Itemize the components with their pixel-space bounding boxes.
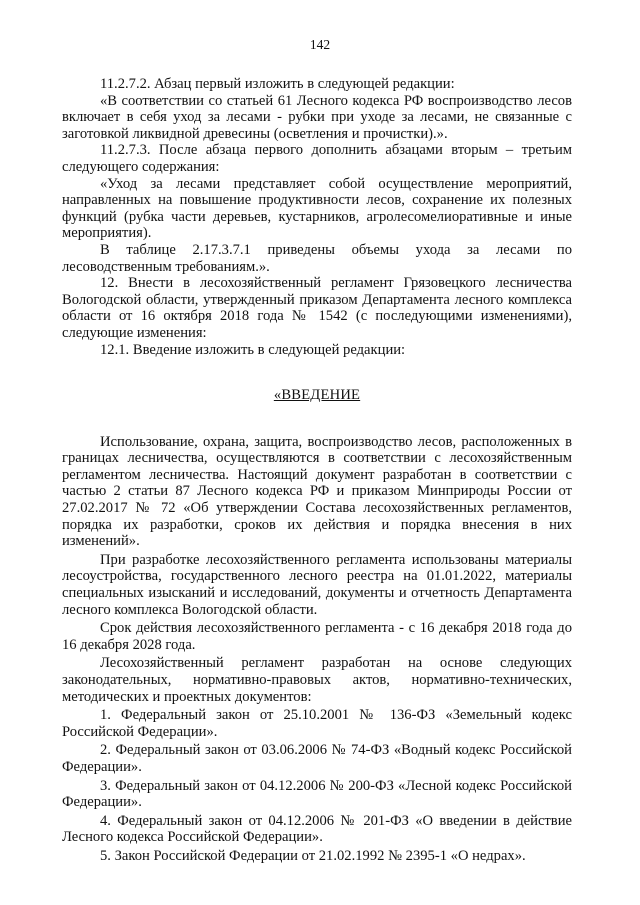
paragraph: При разработке лесохозяйственного регламента использованы материалы лесоустройства, государственного лесного реестра на 01.01.2022, материалы специальных изысканий и исследований, документы и отчетность Департамента лесного комплекса Вологодской области. xyxy=(62,551,572,618)
paragraph: «Уход за лесами представляет собой осуществление мероприятий, направленных на повышение продуктивности лесов, сохранение их полезных функций (рубка части деревьев, кустарников, агролесомелиоративные и иные мероприятия). xyxy=(62,175,572,242)
list-item: 5. Закон Российской Федерации от 21.02.1992 № 2395-1 «О недрах». xyxy=(100,847,526,864)
section-heading-text: «ВВЕДЕНИЕ xyxy=(273,387,361,404)
list-item: 2. Федеральный закон от 03.06.2006 № 74-ФЗ «Водный кодекс Российской Федерации». xyxy=(62,742,572,775)
list-item: 4. Федеральный закон от 04.12.2006 № 201-ФЗ «О введении в действие Лесного кодекса Российской Федерации». xyxy=(62,812,572,846)
paragraph: Срок действия лесохозяйственного регламента - с 16 декабря 2018 года до 16 декабря 2028 года. xyxy=(62,620,572,653)
paragraph: 11.2.7.3. После абзаца первого дополнить абзацами вторым – третьим следующего содержания: xyxy=(62,142,572,175)
paragraph: В таблице 2.17.3.7.1 приведены объемы ухода за лесами по лесоводственным требованиям.». xyxy=(62,241,572,275)
page-number: 142 xyxy=(309,37,331,52)
paragraph: 12. Внести в лесохозяйственный регламент Грязовецкого лесничества Вологодской области, утвержденный приказом Департамента лесного комплекса области от 16 октября 2018 года № 1542 (с последующими изменениями), следующие изменения: xyxy=(62,275,572,341)
paragraph: 12.1. Введение изложить в следующей редакции: xyxy=(100,341,406,358)
paragraph: Использование, охрана, защита, воспроизводство лесов, расположенных в границах лесничества, осуществляются в соответствии с лесохозяйственным регламентом лесничества. Настоящий документ разработан в соответствии с частью 2 статьи 87 Лесного кодекса РФ и приказом Минприроды России от 27.02.2017 № 72 «Об утверждении Состава лесохозяйственных регламентов, порядка их разработки, сроков их действия и порядка внесения в них изменений». xyxy=(62,433,572,550)
list-item: 3. Федеральный закон от 04.12.2006 № 200-ФЗ «Лесной кодекс Российской Федерации». xyxy=(62,777,572,811)
section-heading xyxy=(62,387,572,404)
paragraph: 11.2.7.2. Абзац первый изложить в следующей редакции: xyxy=(100,76,455,92)
paragraph: Лесохозяйственный регламент разработан на основе следующих законодательных, нормативно-правовых актов, нормативно-технических, методических и проектных документов: xyxy=(62,655,572,705)
document-body xyxy=(62,76,572,865)
paragraph: «В соответствии со статьей 61 Лесного кодекса РФ воспроизводство лесов включает в себя уход за лесами - рубки при уходе за лесами, не связанные с заготовкой ликвидной древесины (осветления и прочистки).». xyxy=(62,92,572,142)
list-item: 1. Федеральный закон от 25.10.2001 № 136-ФЗ «Земельный кодекс Российской Федерации». xyxy=(62,707,572,740)
